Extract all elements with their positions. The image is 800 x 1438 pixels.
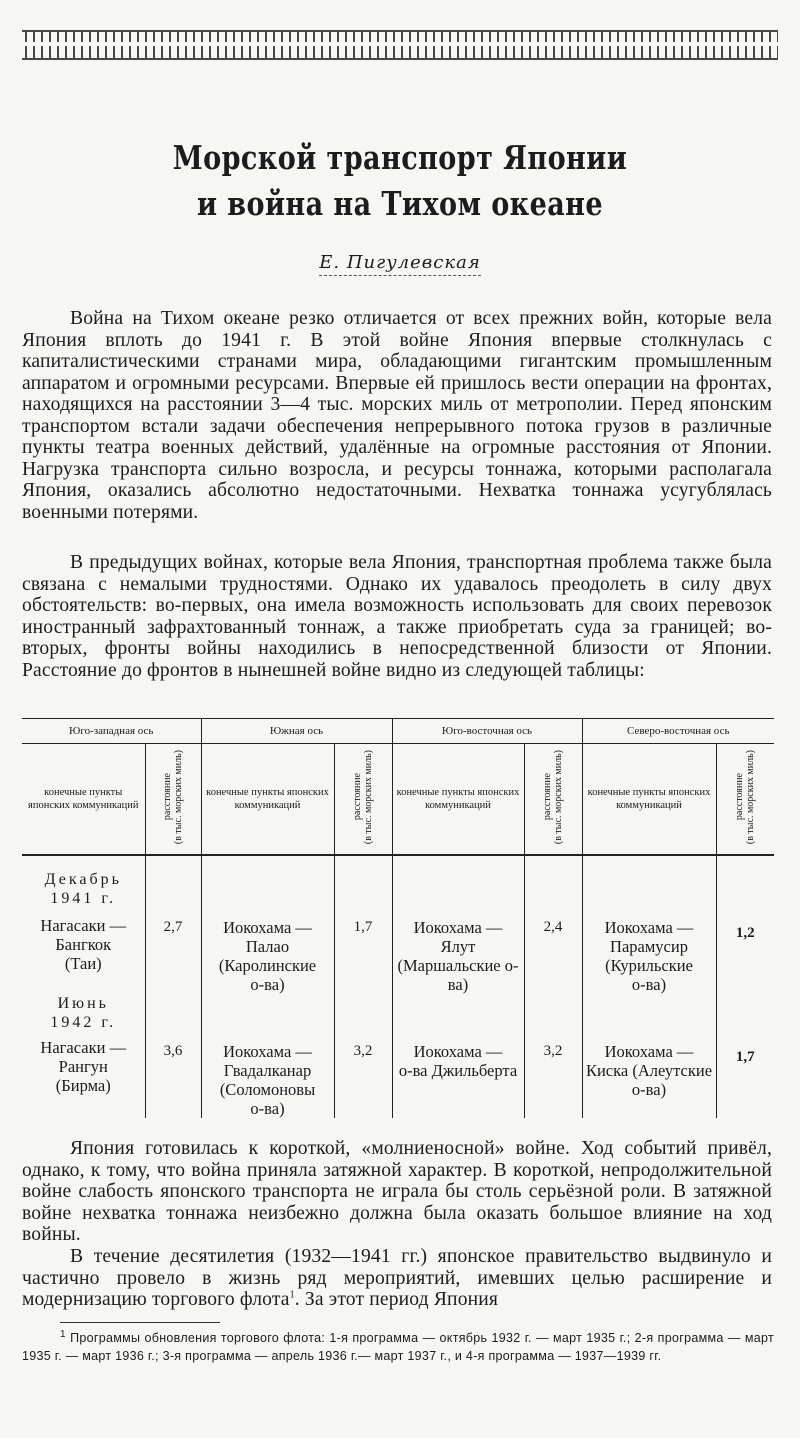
paragraph-4: В течение десятилетия (1932—1941 гг.) японское правительство выдвинуло и частично провело в жизнь ряд мероприятий, имевших целью расширение и модернизацию торгового флота$^1$. За этот период Япония bbox=[22, 1246, 772, 1310]
table-row bbox=[22, 994, 774, 1118]
table-row bbox=[22, 855, 774, 994]
distance-value: 1,2 bbox=[716, 855, 774, 994]
route-point: Иокохама — Парамусир (Курильские о-ва) bbox=[582, 855, 716, 994]
axis-header-south: Южная ось bbox=[201, 719, 392, 744]
distance-value: 3,6 bbox=[145, 994, 201, 1118]
column-header-point: конечные пункты японских коммуникаций bbox=[582, 744, 716, 856]
column-header-point: конечные пункты японских коммуникаций bbox=[201, 744, 334, 856]
route-point: Иокохама — Гвадалканар (Соломоновы о-ва) bbox=[201, 994, 334, 1118]
axis-header-northeast: Северо-восточная ось bbox=[582, 719, 774, 744]
distance-value: 2,4 bbox=[524, 855, 582, 994]
column-header-point: конечные пункты японских коммуникаций bbox=[22, 744, 145, 856]
column-header-distance: расстояние (в тыс. морских миль) bbox=[145, 744, 201, 856]
route-point: Нагасаки — Рангун (Бирма) bbox=[40, 1038, 127, 1095]
distance-value: 1,7 bbox=[716, 994, 774, 1118]
author-name: Е. Пигулевская bbox=[0, 252, 800, 273]
distance-value: 1,7 bbox=[334, 855, 392, 994]
paragraph-2: В предыдущих войнах, которые вела Япония, транспортная проблема также была связана с немалыми трудностями. Однако их удавалось преодолеть в силу двух обстоятельств: во-первых, она имела возможность использовать для своих перевозок иностранный зафрахтованный тоннаж, а также приобретать суда за границей; во-вторых, фронты войны находились в непосредственной близости от Японии. Расстояние до фронтов в нынешней войне видно из следующей таблицы: bbox=[22, 552, 772, 681]
decorative-ornament-border bbox=[22, 30, 778, 60]
column-header-point: конечные пункты японских коммуникаций bbox=[392, 744, 524, 856]
distance-value: 3,2 bbox=[334, 994, 392, 1118]
axis-header-southwest: Юго-западная ось bbox=[22, 719, 201, 744]
distance-value: 2,7 bbox=[145, 855, 201, 994]
route-point: Иокохама — о-ва Джильберта bbox=[392, 994, 524, 1118]
paragraph-3: Япония готовилась к короткой, «молниеносной» войне. Ход событий привёл, однако, к тому, что война приняла затяжной характер. В короткой, непродолжительной войне слабость японского транспорта не играла бы столь серьёзной роли. В затяжной войне нехватка тоннажа неизбежно должна была оказать большое влияние на ход войны. bbox=[22, 1138, 772, 1245]
distance-value: 3,2 bbox=[524, 994, 582, 1118]
axis-header-southeast: Юго-восточная ось bbox=[392, 719, 582, 744]
footnote-mark: 1 bbox=[60, 1328, 66, 1340]
footnote: $^1$ Программы обновления торгового флота: 1-я программа — октябрь 1932 г. — март 1935 г.; 2-я программа — март 1935 г. — март 1936 г.; 3-я программа — апрель 1936 г.— март 1937 г., и 4-я программа — 1937—1939 гг. bbox=[22, 1328, 774, 1363]
footnote-divider bbox=[60, 1322, 220, 1323]
route-point: Иокохама — Киска (Алеутские о-ва) bbox=[582, 994, 716, 1118]
route-point: Иокохама — Палао (Каролинские о-ва) bbox=[201, 855, 334, 994]
column-header-distance: расстояние (в тыс. морских миль) bbox=[334, 744, 392, 856]
column-header-distance: расстояние (в тыс. морских миль) bbox=[716, 744, 774, 856]
paragraph-1: Война на Тихом океане резко отличается от всех прежних войн, которые вела Япония вплоть до 1941 г. В этой войне Япония впервые столкнулась с капиталистическими странами мира, обладающими гигантским промышленным аппаратом и огромными ресурсами. Впервые ей пришлось вести операции на фронтах, находящихся на расстоянии 3—4 тыс. морских миль от метрополии. Перед японским транспортом встали задачи обеспечения непрерывного потока грузов в различные пункты театра военных действий, удалённые на огромные расстояния от Японии. Нагрузка транспорта сильно возросла, и ресурсы тоннажа, которыми располагала Япония, оказались абсолютно недостаточными. Нехватка тоннажа усугублялась военными потерями. bbox=[22, 308, 772, 523]
footnote-reference: 1 bbox=[289, 1289, 295, 1301]
route-point: Иокохама — Ялут (Маршальские о-ва) bbox=[392, 855, 524, 994]
column-header-distance: расстояние (в тыс. морских миль) bbox=[524, 744, 582, 856]
route-point: Нагасаки — Бангкок (Таи) bbox=[40, 916, 127, 973]
period-label: Июнь 1942 г. bbox=[50, 995, 117, 1031]
article-title: Морской транспорт Японии и война на Тихом океане bbox=[172, 138, 628, 223]
distance-table bbox=[22, 718, 774, 1118]
period-label: Декабрь 1941 г. bbox=[44, 871, 122, 907]
